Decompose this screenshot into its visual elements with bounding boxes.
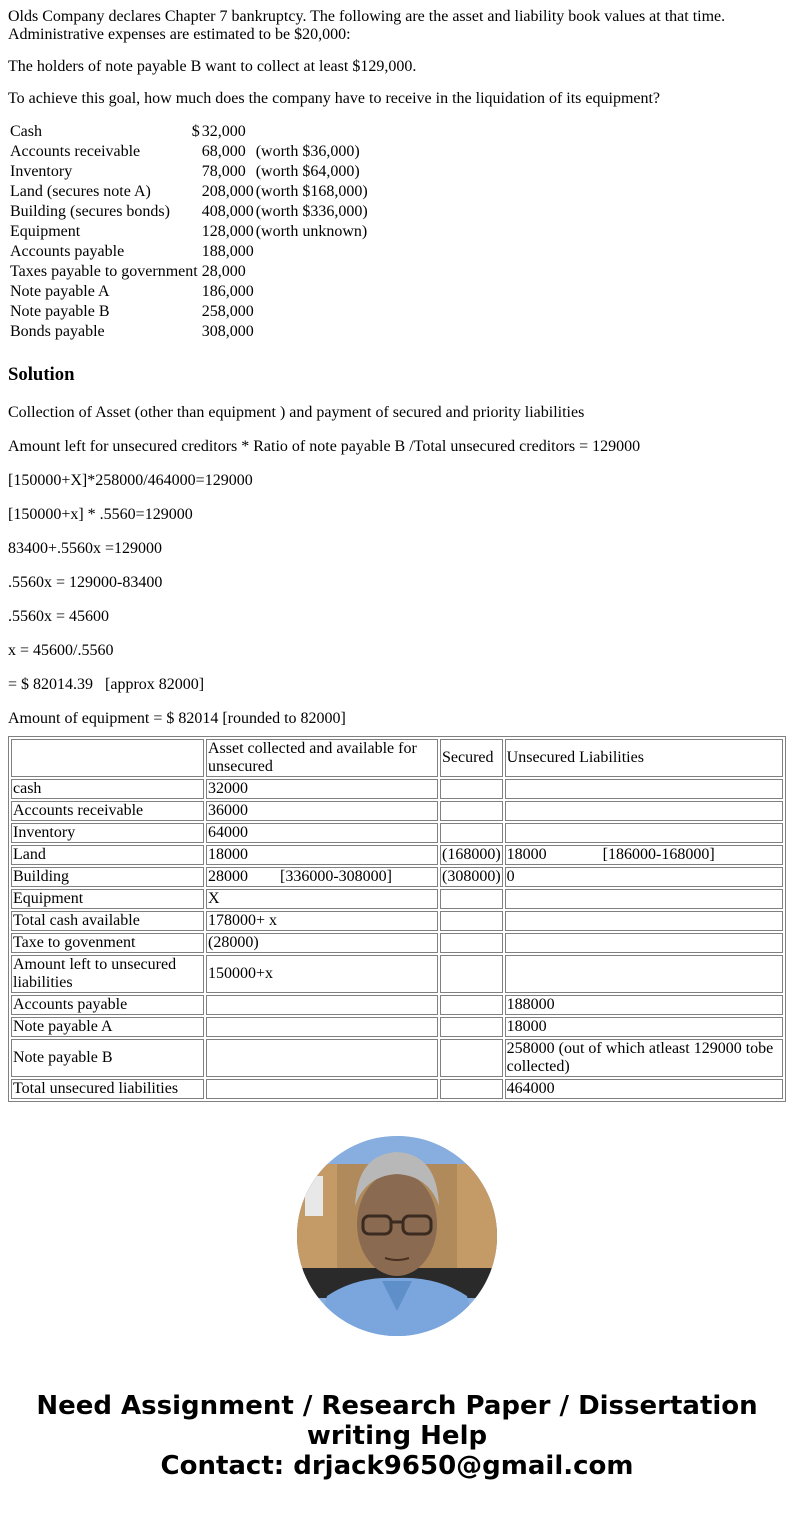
value-amount: 308,000 xyxy=(201,323,254,340)
secured-cell xyxy=(440,779,503,799)
asset-cell xyxy=(206,1039,438,1077)
value-amount: $ 32,000 xyxy=(191,123,246,140)
value-label: Bonds payable xyxy=(10,323,105,340)
value-label: Building (secures bonds) xyxy=(10,203,170,220)
table-row xyxy=(11,1017,783,1037)
promo-banner xyxy=(0,1391,794,1481)
value-label: Note payable A xyxy=(10,283,110,300)
value-row xyxy=(10,302,368,322)
asset-cell: 150000+x xyxy=(206,955,438,993)
header-cell: Asset collected and available for unsecured xyxy=(206,739,438,777)
problem-question: To achieve this goal, how much does the company have to receive in the liquidation of its equipment? xyxy=(8,90,661,107)
value-row xyxy=(10,262,368,282)
table-row xyxy=(11,889,783,909)
unsecured-cell xyxy=(505,911,783,931)
asset-cell: 64000 xyxy=(206,823,438,843)
unsecured-cell xyxy=(505,779,783,799)
value-note xyxy=(256,262,368,282)
value-row xyxy=(10,202,368,222)
asset-cell xyxy=(206,1017,438,1037)
row-label: Accounts payable xyxy=(11,995,204,1015)
value-note: (worth $168,000) xyxy=(255,183,368,200)
asset-cell: 28000 [336000-308000] xyxy=(206,867,438,887)
value-note xyxy=(256,302,368,322)
book-values-table xyxy=(8,122,370,342)
table-row xyxy=(11,955,783,993)
solution-line: 83400+.5560x =129000 xyxy=(8,540,163,557)
secured-cell: (308000) xyxy=(442,868,501,885)
solution-line: [150000+X]*258000/464000=129000 xyxy=(8,472,253,489)
table-row xyxy=(11,995,783,1015)
value-row xyxy=(10,162,368,182)
table-row xyxy=(11,933,783,953)
value-row xyxy=(10,242,368,262)
value-note: (worth unknown) xyxy=(255,223,368,240)
promo-contact: Contact: drjack9650@gmail.com xyxy=(160,1451,634,1481)
table-row xyxy=(11,867,783,887)
unsecured-cell xyxy=(505,889,783,909)
header-cell: Unsecured Liabilities xyxy=(505,739,783,777)
solution-line: = $ 82014.39 [approx 82000] xyxy=(8,676,205,693)
avatar-container xyxy=(0,1136,794,1341)
value-amount: 68,000 xyxy=(201,143,246,160)
secured-cell xyxy=(440,933,503,953)
value-note xyxy=(256,242,368,262)
value-note: (worth $64,000) xyxy=(255,163,360,180)
value-label: Inventory xyxy=(10,163,73,180)
solution-line: x = 45600/.5560 xyxy=(8,642,114,659)
value-amount: 186,000 xyxy=(201,283,254,300)
table-row xyxy=(11,801,783,821)
table-header-row xyxy=(11,739,783,777)
asset-cell xyxy=(206,995,438,1015)
asset-cell: (28000) xyxy=(206,933,438,953)
table-row xyxy=(11,1079,783,1099)
avatar xyxy=(297,1136,497,1336)
row-label: Building xyxy=(11,867,204,887)
row-label: Note payable A xyxy=(11,1017,204,1037)
value-label: Land (secures note A) xyxy=(10,183,151,200)
asset-cell: X xyxy=(206,889,438,909)
row-label: Taxe to govenment xyxy=(11,933,204,953)
asset-cell: 18000 xyxy=(206,845,438,865)
solution-line: Collection of Asset (other than equipment ) and payment of secured and priority liabilities xyxy=(8,404,585,421)
value-note: (worth $36,000) xyxy=(255,143,360,160)
table-row xyxy=(11,779,783,799)
secured-cell xyxy=(440,823,503,843)
solution-line: .5560x = 45600 xyxy=(8,608,110,625)
unsecured-cell xyxy=(505,801,783,821)
row-label: Total unsecured liabilities xyxy=(11,1079,204,1099)
value-amount: 408,000 xyxy=(201,203,254,220)
solution-line: [150000+x] * .5560=129000 xyxy=(8,506,193,523)
value-amount: 258,000 xyxy=(201,303,254,320)
liquidation-table xyxy=(8,736,786,1102)
solution-line: .5560x = 129000-83400 xyxy=(8,574,163,591)
value-amount: 188,000 xyxy=(201,243,254,260)
table-row xyxy=(11,823,783,843)
problem-goal: The holders of note payable B want to collect at least $129,000. xyxy=(8,58,417,75)
unsecured-cell xyxy=(505,823,783,843)
value-row xyxy=(10,182,368,202)
header-cell xyxy=(11,739,204,777)
secured-cell xyxy=(440,911,503,931)
secured-cell xyxy=(440,801,503,821)
value-label: Equipment xyxy=(10,223,81,240)
value-amount: 128,000 xyxy=(201,223,254,240)
row-label: Amount left to unsecured liabilities xyxy=(11,955,204,993)
asset-cell: 32000 xyxy=(206,779,438,799)
secured-cell xyxy=(440,1079,503,1099)
row-label: Inventory xyxy=(11,823,204,843)
secured-cell: (168000) xyxy=(442,846,501,863)
value-amount: 208,000 xyxy=(201,183,254,200)
value-row xyxy=(10,322,368,342)
problem-intro: Olds Company declares Chapter 7 bankruptcy. The following are the asset and liability book values at that time. Administrative expenses are estimated to be $20,000: xyxy=(8,8,726,43)
unsecured-cell: 188000 xyxy=(505,995,783,1015)
value-label: Cash xyxy=(10,123,42,140)
value-row xyxy=(10,122,368,142)
value-note xyxy=(256,122,368,142)
table-row xyxy=(11,845,783,865)
value-label: Taxes payable to government xyxy=(10,263,198,280)
value-label: Accounts receivable xyxy=(10,143,141,160)
secured-cell xyxy=(440,1017,503,1037)
value-amount: 28,000 xyxy=(201,263,246,280)
row-label: Land xyxy=(11,845,204,865)
person-photo-icon xyxy=(297,1136,497,1336)
value-note: (worth $336,000) xyxy=(255,203,368,220)
unsecured-cell: 464000 xyxy=(505,1079,783,1099)
value-note xyxy=(256,282,368,302)
table-row xyxy=(11,911,783,931)
unsecured-cell: 18000 xyxy=(505,1017,783,1037)
solution-line: Amount left for unsecured creditors * Ratio of note payable B /Total unsecured creditors = 129000 xyxy=(8,438,641,455)
unsecured-cell: 0 xyxy=(505,867,783,887)
value-note xyxy=(256,322,368,342)
solution-line: Amount of equipment = $ 82014 [rounded to 82000] xyxy=(8,710,346,727)
value-row xyxy=(10,222,368,242)
asset-cell: 178000+ x xyxy=(206,911,438,931)
secured-cell xyxy=(440,1039,503,1077)
value-label: Accounts payable xyxy=(10,243,125,260)
row-label: Equipment xyxy=(11,889,204,909)
secured-cell xyxy=(440,955,503,993)
row-label: Accounts receivable xyxy=(11,801,204,821)
row-label: Total cash available xyxy=(11,911,204,931)
solution-heading: Solution xyxy=(8,364,75,385)
value-label: Note payable B xyxy=(10,303,110,320)
value-row xyxy=(10,142,368,162)
table-row xyxy=(11,1039,783,1077)
promo-headline: Need Assignment / Research Paper / Dissertation writing Help xyxy=(36,1391,758,1451)
row-label: cash xyxy=(11,779,204,799)
value-row xyxy=(10,282,368,302)
secured-cell xyxy=(440,995,503,1015)
unsecured-cell xyxy=(505,955,783,993)
unsecured-cell: 18000 [186000-168000] xyxy=(505,845,783,865)
unsecured-cell: 258000 (out of which atleast 129000 tobe collected) xyxy=(505,1039,783,1077)
row-label: Note payable B xyxy=(11,1039,204,1077)
unsecured-cell xyxy=(505,933,783,953)
header-cell: Secured xyxy=(440,739,503,777)
value-amount: 78,000 xyxy=(201,163,246,180)
asset-cell: 36000 xyxy=(206,801,438,821)
secured-cell xyxy=(440,889,503,909)
asset-cell xyxy=(206,1079,438,1099)
